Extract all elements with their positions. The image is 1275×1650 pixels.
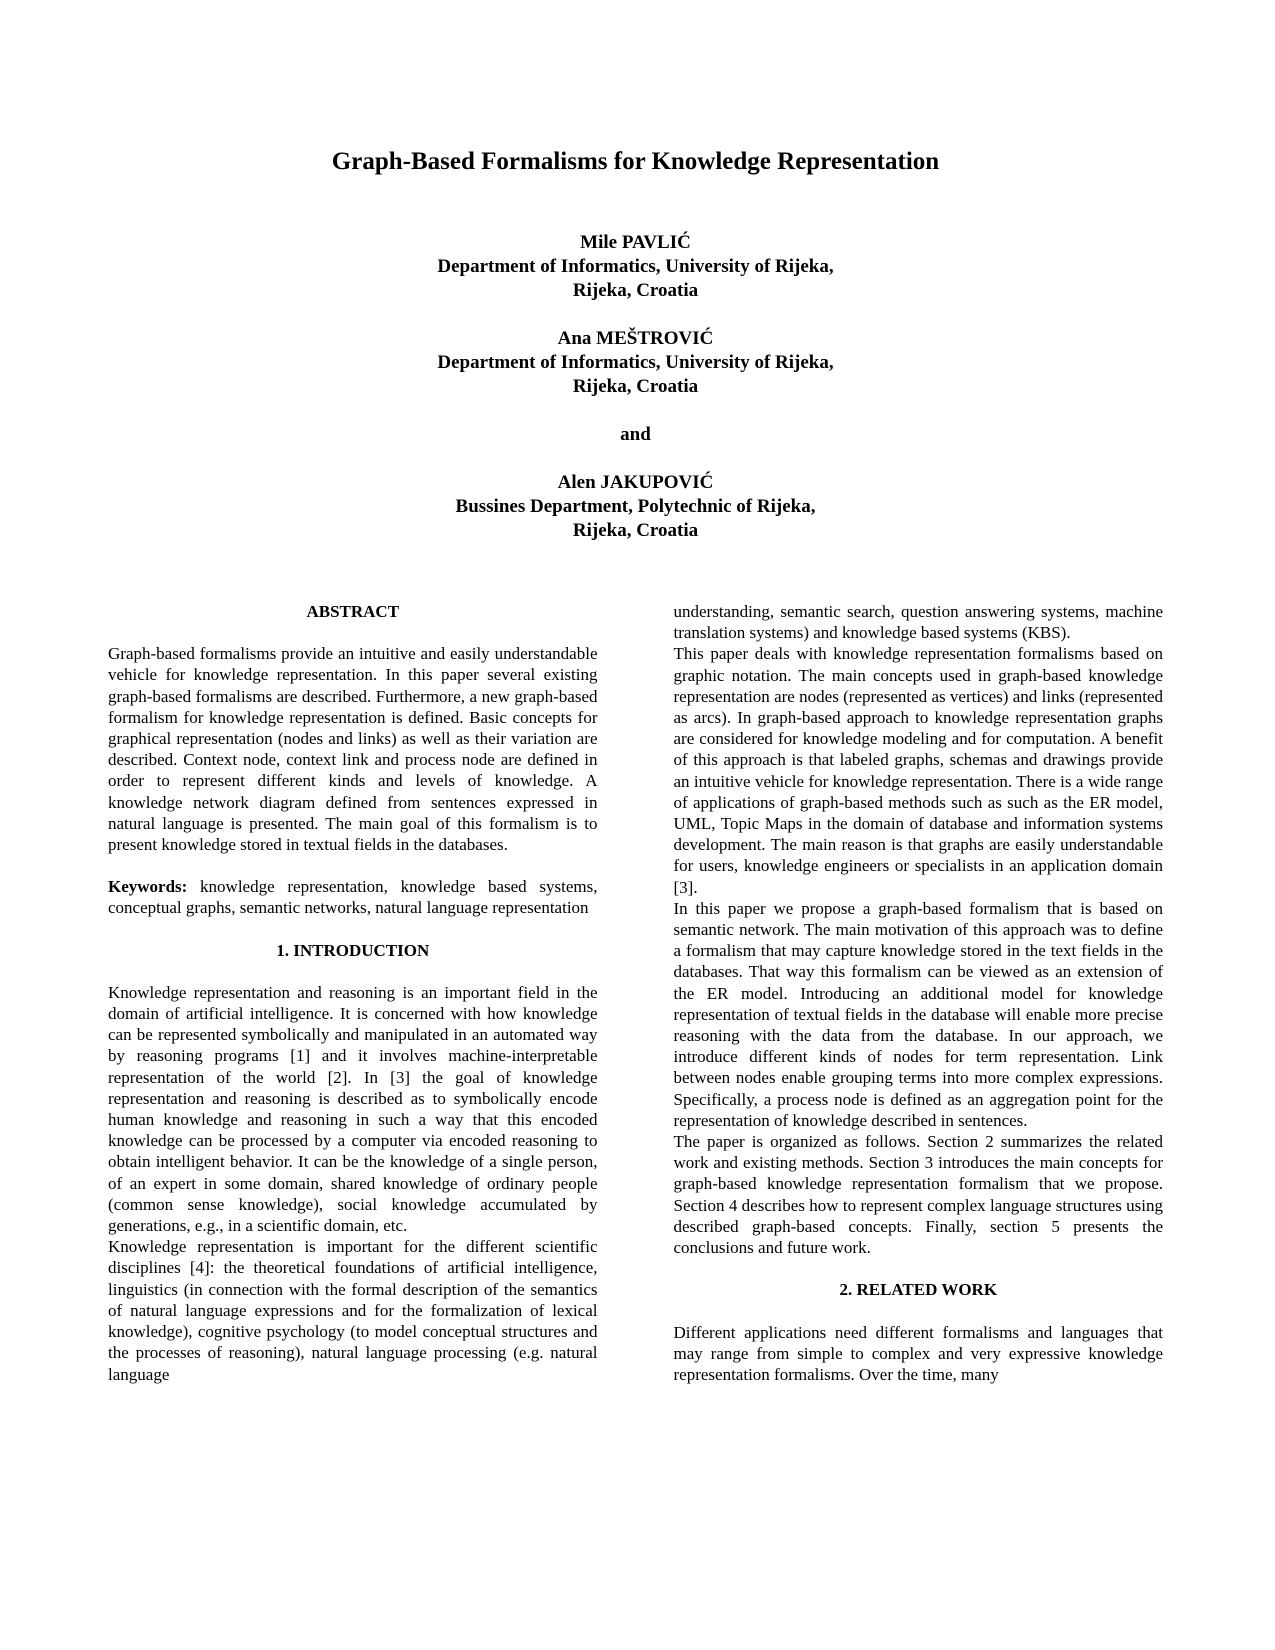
abstract-paragraph: Graph-based formalisms provide an intuitive and easily understandable vehicle for knowledge representation. In this paper several existing graph-based formalisms are described. Furthermore, a new graph-based formalism for knowledge representation is defined. Basic concepts for graphical representation (nodes and links) as well as their variation are described. Context node, context link and process node are defined in order to represent different kinds and levels of knowledge. A knowledge network diagram defined from sentences expressed in natural language is presented. The main goal of this formalism is to present knowledge stored in textual fields in the databases. — [108, 644, 598, 855]
body-paragraph-2: This paper deals with knowledge representation formalisms based on graphic notation. The main concepts used in graph-based knowledge representation are nodes (represented as vertices) and links (represented as arcs). In graph-based approach to knowledge representation graphs are considered for knowledge modeling and for computation. A benefit of this approach is that labeled graphs, schemas and drawings provide an intuitive vehicle for knowledge representation. There is a wide range of applications of graph-based methods such as such as the ER model, UML, Topic Maps in the domain of database and information systems development. The main reason is that graphs are easily understandable for users, knowledge engineers or specialists in an application domain [3]. — [673, 644, 1163, 897]
two-column-body — [108, 601, 1163, 1385]
body-paragraph-1: understanding, semantic search, question answering systems, machine translation systems) and knowledge based systems (KBS). — [673, 602, 1163, 643]
author-block-2 — [108, 327, 1163, 399]
body-paragraph-3: In this paper we propose a graph-based formalism that is based on semantic network. The main motivation of this approach was to define a formalism that may capture knowledge stored in the text fields in the databases. That way this formalism can be viewed as an extension of the ER model. Introducing an additional model for knowledge representation of textual fields in the database will enable more precise reasoning with the data from the database. In our approach, we introduce different kinds of nodes for term representation. Link between nodes enable grouping terms into more complex expressions. Specifically, a process node is defined as an aggregation point for the representation of knowledge described in sentences. — [673, 898, 1163, 1130]
author-block-3 — [108, 471, 1163, 543]
related-work-heading: 2. RELATED WORK — [839, 1280, 998, 1300]
author-name: Ana MEŠTROVIĆ — [557, 328, 714, 349]
abstract-heading: ABSTRACT — [306, 602, 400, 621]
keywords-text: knowledge representation, knowledge based systems, conceptual graphs, semantic networks, natural language representation — [108, 877, 598, 918]
author-affiliation: Bussines Department, Polytechnic of Rijeka, — [455, 496, 816, 517]
author-block-list — [108, 231, 1163, 543]
introduction-heading: 1. INTRODUCTION — [276, 940, 430, 960]
author-conjunction: and — [620, 424, 651, 445]
introduction-paragraph-1: Knowledge representation and reasoning is an important field in the domain of artificial intelligence. It is concerned with how knowledge can be represented symbolically and manipulated in an automated way by reasoning programs [1] and it involves machine-interpretable representation of the world [2]. In [3] the goal of knowledge representation and reasoning is described as to symbolically encode human knowledge and reasoning in such a way that this encoded knowledge can be processed by a computer via encoded reasoning to obtain intelligent behavior. It can be the knowledge of a single person, of an expert in some domain, shared knowledge of ordinary people (common sense knowledge), social knowledge accumulated by generations, e.g., in a scientific domain, etc. — [108, 982, 598, 1236]
paper-title: Graph-Based Formalisms for Knowledge Representation — [331, 148, 940, 175]
keywords-label: Keywords: — [108, 877, 188, 897]
author-name: Alen JAKUPOVIĆ — [557, 472, 714, 493]
author-name: Mile PAVLIĆ — [580, 232, 691, 253]
author-location: Rijeka, Croatia — [572, 520, 699, 541]
author-affiliation: Department of Informatics, University of Rijeka, — [437, 256, 834, 277]
related-work-paragraph-1: Different applications need different formalisms and languages that may range from simple to complex and very expressive knowledge representation formalisms. Over the time, many — [673, 1322, 1163, 1384]
left-column — [108, 601, 598, 1385]
author-affiliation: Department of Informatics, University of Rijeka, — [437, 352, 834, 373]
author-block-1 — [108, 231, 1163, 303]
keywords-paragraph — [108, 876, 598, 918]
body-paragraph-4: The paper is organized as follows. Section 2 summarizes the related work and existing methods. Section 3 introduces the main concepts for graph-based knowledge representation formalism that we propose. Section 4 describes how to represent complex language structures using described graph-based concepts. Finally, section 5 presents the conclusions and future work. — [673, 1132, 1163, 1258]
right-column — [674, 601, 1164, 1385]
author-location: Rijeka, Croatia — [572, 280, 699, 301]
author-location: Rijeka, Croatia — [572, 376, 699, 397]
introduction-paragraph-2: Knowledge representation is important for the different scientific disciplines [4]: the theoretical foundations of artificial intelligence, linguistics (in connection with the formal description of the semantics of natural language expressions and for the formalization of lexical knowledge), cognitive psychology (to model conceptual structures and the processes of reasoning), natural language processing (e.g. natural language — [108, 1237, 598, 1384]
